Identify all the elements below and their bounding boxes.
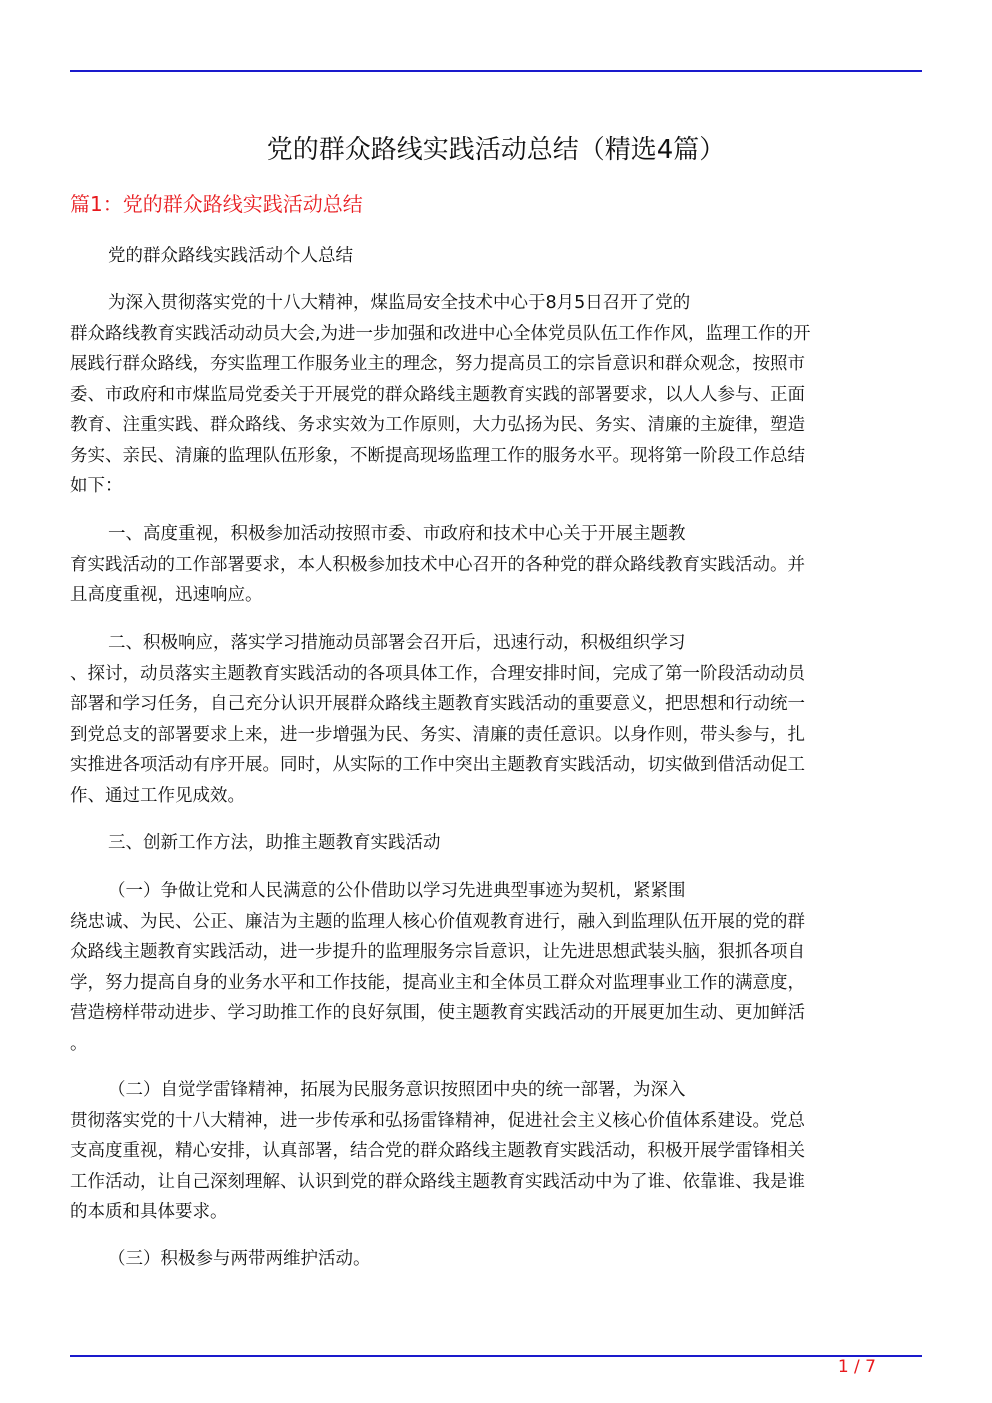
text-line: 。 [70, 1033, 88, 1054]
text-line: 务实、亲民、清廉的监理队伍形象，不断提高现场监理工作的服务水平。现将第一阶段工作总结 [70, 445, 805, 466]
text-line: 工作活动，让自己深刻理解、认识到党的群众路线主题教育实践活动中为了谁、依靠谁、我是谁 [70, 1171, 805, 1192]
text-line: 如下： [70, 476, 123, 496]
paragraph-point-1 [70, 519, 922, 611]
text-line: 一、高度重视，积极参加活动按照市委、市政府和技术中心关于开展主题教 [108, 524, 686, 544]
text-line: 二、积极响应，落实学习措施动员部署会召开后，迅速行动，积极组织学习 [108, 633, 686, 653]
document-title: 党的群众路线实践活动总结（精选4篇） [266, 135, 726, 165]
text-line: 三、创新工作方法，助推主题教育实践活动 [108, 833, 441, 853]
text-line: 部署和学习任务，自己充分认识开展群众路线主题教育实践活动的重要意义，把思想和行动统一 [70, 694, 805, 714]
text-line: 的本质和具体要求。 [70, 1202, 228, 1222]
footer-rule [70, 1355, 922, 1357]
text-line: （三）积极参与两带两维护活动。 [108, 1249, 371, 1269]
text-line: 实推进各项活动有序开展。同时，从实际的工作中突出主题教育实践活动，切实做到借活动促工 [70, 755, 805, 775]
text-line: 展践行群众路线，夯实监理工作服务业主的理念，努力提高员工的宗旨意识和群众观念，按照市 [70, 354, 805, 374]
paragraph-sub-2 [70, 1075, 922, 1228]
text-line: （二）自觉学雷锋精神，拓展为民服务意识按照团中央的统一部署，为深入 [108, 1080, 686, 1100]
text-line: 委、市政府和市煤监局党委关于开展党的群众路线主题教育实践的部署要求，以人人参与、正面 [70, 384, 805, 405]
page-number: 1 / 7 [837, 1357, 876, 1377]
text-line: 群众路线教育实践活动动员大会,为进一步加强和改进中心全体党员队伍工作作风，监理工作的开 [70, 323, 811, 344]
text-line: 作、通过工作见成效。 [70, 785, 245, 806]
text-line: 众路线主题教育实践活动，进一步提升的监理服务宗旨意识，让先进思想武装头脑，狠抓各项自 [70, 942, 805, 962]
text-line: 且高度重视，迅速响应。 [70, 585, 263, 605]
text-line: 贯彻落实党的十八大精神，进一步传承和弘扬雷锋精神，促进社会主义核心价值体系建设。党总 [70, 1110, 805, 1131]
header-rule [70, 70, 922, 72]
text-line: 、探讨，动员落实主题教育实践活动的各项具体工作，合理安排时间，完成了第一阶段活动动员 [70, 663, 805, 684]
paragraph-sub-1 [70, 876, 922, 1059]
text-line: 为深入贯彻落实党的十八大精神，煤监局安全技术中心于8月5日召开了党的 [108, 293, 691, 313]
paragraph-sub-3 [70, 1244, 922, 1275]
paragraph-point-2 [70, 628, 922, 811]
text-line: 党的群众路线实践活动个人总结 [108, 246, 353, 266]
section-heading: 篇1：党的群众路线实践活动总结 [70, 192, 363, 216]
paragraph-intro [70, 288, 922, 502]
paragraph-subtitle [70, 241, 922, 272]
text-line: 教育、注重实践、群众路线、务求实效为工作原则，大力弘扬为民、务实、清廉的主旋律，塑造 [70, 415, 805, 435]
text-line: 育实践活动的工作部署要求，本人积极参加技术中心召开的各种党的群众路线教育实践活动。并 [70, 554, 805, 575]
text-line: 支高度重视，精心安排，认真部署，结合党的群众路线主题教育实践活动，积极开展学雷锋相关 [70, 1141, 805, 1161]
text-line: （一）争做让党和人民满意的公仆借助以学习先进典型事迹为契机，紧紧围 [108, 881, 686, 901]
text-line: 营造榜样带动进步、学习助推工作的良好氛围，使主题教育实践活动的开展更加生动、更加鲜活 [70, 1003, 805, 1023]
text-line: 学，努力提高自身的业务水平和工作技能，提高业主和全体员工群众对监理事业工作的满意度， [70, 972, 805, 993]
text-line: 绕忠诚、为民、公正、廉洁为主题的监理人核心价值观教育进行，融入到监理队伍开展的党的群 [70, 911, 805, 932]
paragraph-point-3-heading [70, 828, 922, 859]
text-line: 到党总支的部署要求上来，进一步增强为民、务实、清廉的责任意识。以身作则，带头参与，扎 [70, 724, 805, 745]
